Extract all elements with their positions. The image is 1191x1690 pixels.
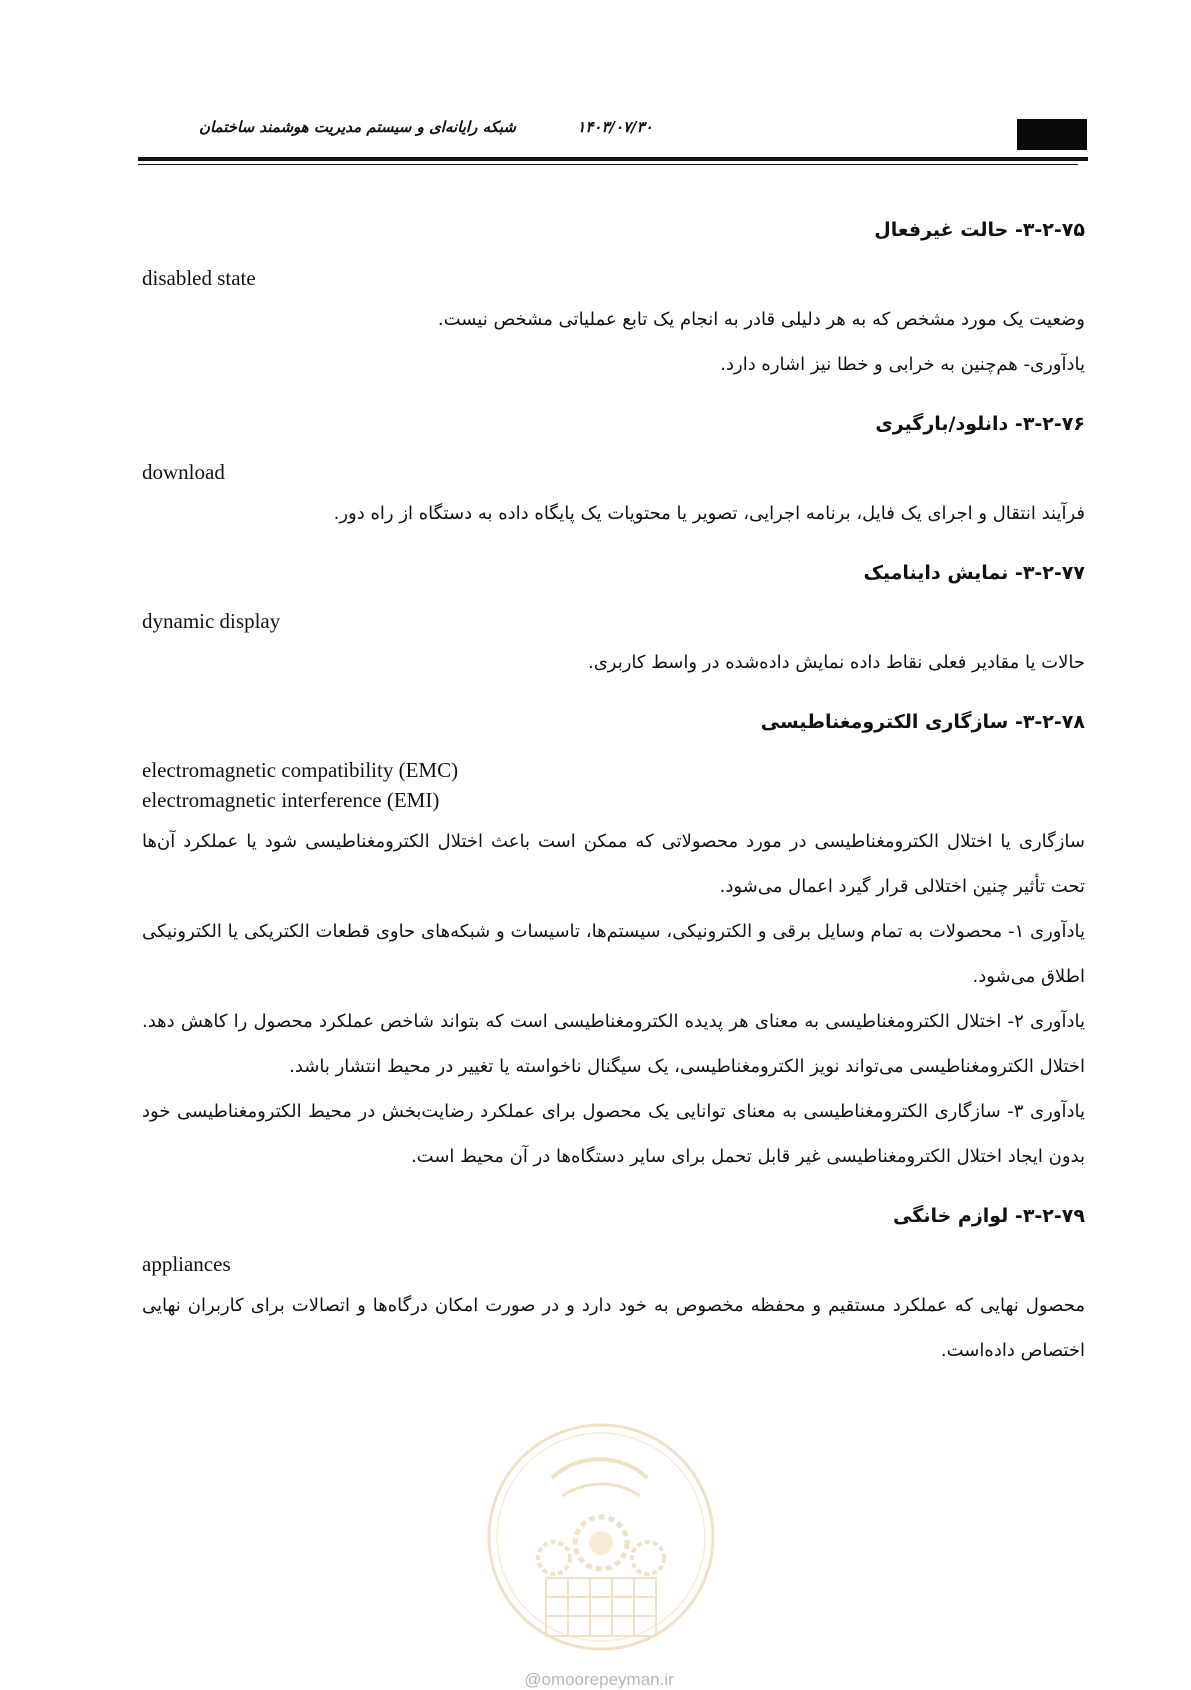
note-paragraph: یادآوری- هم‌چنین به خرابی و خطا نیز اشاره دارد. <box>720 354 1085 375</box>
header-rule-thin <box>138 164 1078 165</box>
definition-paragraph: سازگاری یا اختلال الکترومغناطیسی در مورد محصولاتی که ممکن است باعث اختلال الکترومغناطیسی شود یا عملکرد آن‌ها تحت تأثیر چنین اختلالی قرار گیرد اعمال می‌شود. <box>142 831 1085 897</box>
entry-heading: ۳-۲-۷۶- دانلود/بارگیری <box>875 413 1085 435</box>
entry-heading: ۳-۲-۷۵- حالت غیرفعال <box>874 219 1085 241</box>
english-term: electromagnetic interference (EMI) <box>142 788 440 812</box>
header-title: شبکه رایانه‌ای و سیستم مدیریت هوشمند ساختمان <box>198 118 516 136</box>
entry-79 <box>142 1201 1085 1373</box>
english-term: disabled state <box>142 266 256 290</box>
english-terms <box>142 755 1085 815</box>
english-terms <box>142 263 1085 293</box>
note-paragraph: یادآوری ۲- اختلال الکترومغناطیسی به معنای هر پدیده الکترومغناطیسی است که بتواند شاخص عملکرد محصول را کاهش دهد. اختلال الکترومغناطیسی می‌تواند نویز الکترومغناطیسی، یک سیگنال ناخواسته یا تغییر در محیط انتشار باشد. <box>142 1011 1085 1077</box>
definition-paragraph: فرآیند انتقال و اجرای یک فایل، برنامه اجرایی، تصویر یا محتویات یک پایگاه داده به دستگاه از راه دور. <box>333 503 1085 524</box>
note-paragraph: یادآوری ۳- سازگاری الکترومغناطیسی به معنای توانایی یک محصول برای عملکرد رضایت‌بخش در محیط الکترومغناطیسی خود بدون ایجاد اختلال الکترومغناطیسی غیر قابل تحمل برای سایر دستگاه‌ها در آن محیط است. <box>142 1101 1085 1167</box>
english-term: dynamic display <box>142 609 281 633</box>
watermark-logo <box>482 1418 720 1656</box>
english-term: appliances <box>142 1252 231 1276</box>
page-number-box <box>1017 119 1087 150</box>
note-paragraph: یادآوری ۱- محصولات به تمام وسایل برقی و الکترونیکی، سیستم‌ها، تاسیسات و شبکه‌های حاوی قطعات الکتریکی یا الکترونیکی اطلاق می‌شود. <box>142 921 1085 987</box>
entry-76 <box>142 409 1085 536</box>
english-terms <box>142 1249 1085 1279</box>
entry-heading: ۳-۲-۷۸- سازگاری الکترومغناطیسی <box>760 711 1085 733</box>
english-terms <box>142 457 1085 487</box>
english-term: electromagnetic compatibility (EMC) <box>142 758 459 782</box>
english-term: download <box>142 460 225 484</box>
entry-78 <box>142 707 1085 1179</box>
entry-heading: ۳-۲-۷۷- نمایش داینامیک <box>863 562 1085 584</box>
definition-paragraph: وضعیت یک مورد مشخص که به هر دلیلی قادر به انجام یک تابع عملیاتی مشخص نیست. <box>437 309 1085 330</box>
definition-paragraph: حالات یا مقادیر فعلی نقاط داده نمایش داده‌شده در واسط کاربری. <box>587 652 1085 673</box>
entry-heading: ۳-۲-۷۹- لوازم خانگی <box>893 1205 1085 1227</box>
header-rule-thick <box>138 157 1088 161</box>
document-body <box>142 215 1085 1395</box>
at-icon: @ <box>524 1670 542 1689</box>
watermark-url-text: omoorepeyman.ir <box>541 1670 674 1689</box>
header-date: ۱۴۰۳/۰۷/۳۰ <box>577 118 653 136</box>
english-terms <box>142 606 1085 636</box>
entry-75 <box>142 215 1085 387</box>
entry-77 <box>142 558 1085 685</box>
watermark-url <box>494 1670 704 1690</box>
definition-paragraph: محصول نهایی که عملکرد مستقیم و محفظه مخصوص به خود دارد و در صورت امکان درگاه‌ها و اتصالات برای کاربران نهایی اختصاص داده‌است. <box>142 1295 1085 1361</box>
